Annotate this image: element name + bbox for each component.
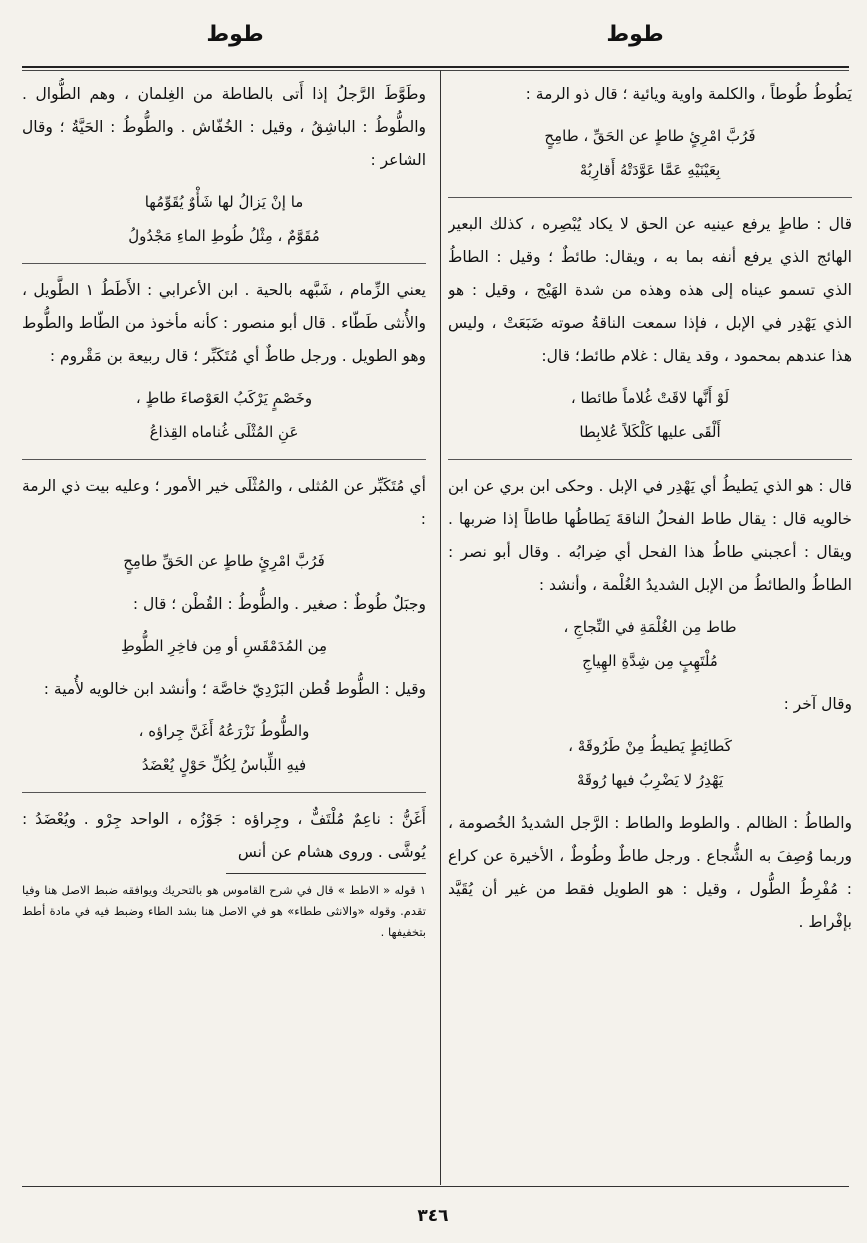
header-rule (22, 66, 849, 68)
running-header-left: طوط (206, 22, 264, 47)
verse-quotation (448, 610, 852, 678)
verse-quotation (448, 119, 852, 187)
running-header-right: طوط (606, 22, 664, 47)
section-separator (22, 459, 426, 460)
footnote-rule (226, 873, 426, 874)
entry-paragraph: أي مُتَكَبِّر عن المُثلى ، والمُثْلَى خير الأمور ؛ وعليه بيت ذي الرمة : (22, 477, 426, 528)
section-separator (448, 197, 852, 198)
verse-line: يَهْدِرُ لا يَضْرِبُ فيها رُوقَهْ (576, 771, 724, 789)
entry-paragraph: يَطُوطُ طُوطاً ، والكلمة واوية ويائية ؛ قال ذو الرمة : (525, 85, 852, 103)
verse-quotation (22, 629, 426, 663)
footnote (22, 873, 426, 943)
verse-line: لَوْ أَنَّها لاقَتْ غُلاماً طائطا ، (570, 389, 730, 407)
verse-quotation (22, 714, 426, 782)
verse-quotation (448, 729, 852, 797)
verse-line: فَرُبَّ امْرِئٍ طاطٍ عن الحَقِّ ، طامِحٍ (544, 127, 756, 145)
verse-quotation (22, 544, 426, 578)
section-separator (22, 263, 426, 264)
verse-quotation (22, 381, 426, 449)
section-separator (22, 792, 426, 793)
header-rule-thin (22, 70, 849, 71)
right-column (448, 78, 852, 1178)
column-divider (440, 70, 441, 1185)
verse-line: ما إنْ يَزالُ لها شَأْوٌ يُقَوِّمُها (144, 193, 304, 211)
entry-paragraph: وجبَلٌ طُوطٌ : صغير . والطُّوطُ : القُطْن ؛ قال : (132, 595, 426, 613)
entry-paragraph: وقيل : الطُّوط قُطن البَرْدِيّ خاصَّة ؛ وأنشد ابن خالويه لأُمية : (43, 680, 426, 698)
entry-paragraph: أَغَنُّ : ناعِمٌ مُلْتَفٌّ ، وجِراؤه : جَوْزُه ، الواحد جِرْو . ويُعْضَدُ : يُوشَّى . وروى هشام عن أنس (22, 810, 426, 861)
verse-line: بِعَيْنَيْهِ عَمَّا عَوَّدَتْهُ أَقارِبُهْ (579, 161, 721, 179)
entry-paragraph: يعني الزِّمام ، شَبَّهه بالحية . ابن الأعرابي : الأَطَطُ ١ الطَّويل ، والأُنثى طَطّاء . قال أبو منصور : كأنه مأخوذ من الطّاط والطُّوط وهو الطويل . ورجل طاطٌ أي مُتَكَبِّر ؛ قال ربيعة بن مَقْروم : (22, 281, 426, 365)
entry-paragraph: قال : هو الذي يَطيطُ أي يَهْدِر في الإبل . وحكى ابن بري عن ابن خالويه قال : يقال طاط الفحلُ الناقةَ يَطاطُها طاطاً إذا ضربها . ويقال : أعجبني طاطُ هذا الفحل أي ضِرابُه . وقال أبو نصر : الطاطُ والطائطُ من الإبل الشديدُ الغُلْمة ، وأنشد : (448, 477, 852, 594)
footnote-text: ١ قوله « الاطط » قال في شرح القاموس هو بالتحريك ويوافقه ضبط الاصل هنا وفيا تقدم. وقوله «والانثى ططاء» هو في الاصل هنا بشد الطاء وضبط فيه في مادة أطط بتخفيفها . (22, 883, 426, 939)
verse-line: كَطائِطٍ يَطيطُ مِنْ طَرُوقَهْ ، (568, 737, 732, 755)
verse-line: أَلْقَى عليها كَلْكَلاً عُلابِطا (579, 423, 721, 441)
verse-line: فَرُبَّ امْرِئٍ طاطٍ عن الحَقِّ طامِحٍ (123, 552, 325, 570)
verse-quotation (448, 381, 852, 449)
entry-paragraph: وطَوَّطَ الرَّجلُ إذا أَتى بالطاطة من الغِلمان ، وهم الطُّوال . والطُّوطُ : الباشِقُ ، وقيل : الخُفّاش . والطُّوطُ : الحَيَّةُ ؛ وقال الشاعر : (22, 85, 426, 169)
verse-line: مُلْتَهِبٍ مِن شِدَّةِ الهِياجِ (582, 652, 718, 670)
section-separator (448, 459, 852, 460)
verse-quotation (22, 185, 426, 253)
entry-paragraph: قال : طاطٍ يرفع عينيه عن الحق لا يكاد يُبْصِره ، كذلك البعير الهائج الذي يرفع أنفه بما به ، ويقال: طائطٌ ؛ وقيل : الطاطُ الذي تسمو عيناه إلى هذه وهذه من شدة الهَيْج ، وقيل : هو الذي يَهْدِر في الإبل ، فإذا سمعت الناقةُ صوته ضَبَعَتْ ، وليس هذا عندهم بمحمود ، وقد يقال : غلام طائط؛ قال: (448, 215, 852, 365)
verse-line: طاط مِن الغُلْمَةِ في النِّجاجِ ، (563, 618, 737, 636)
verse-line: وخَصْمٍ يَرْكَبُ العَوْصاءَ طاطٍ ، (135, 389, 313, 407)
verse-line: مُقَوَّمٌ ، مِثْلُ طُوطِ الماءِ مَجْدُولُ (128, 227, 320, 245)
verse-line: مِن المُدَمْقَسِ أو مِن فاخِرِ الطُّوطِ (120, 637, 328, 655)
verse-line: والطُّوطُ نَزْرَعُهُ أَغَنَّ جِراؤه ، (138, 722, 310, 740)
entry-paragraph: وقال آخر : (783, 695, 852, 713)
left-column (22, 78, 426, 1178)
page-number: ٣٤٦ (417, 1206, 449, 1226)
footer-rule (22, 1186, 849, 1187)
verse-line: عَنِ المُثْلَى غُناماه القِذاعُ (149, 423, 299, 441)
entry-paragraph: والطاطُ : الظالم . والطوط والطاط : الرَّجل الشديدُ الخُصومة ، وربما وُصِفَ به الشُّجاع . ورجل طاطٌ وطُوطٌ ، الأخيرة عن كراع : مُفْرِطُ الطُّول ، وقيل : هو الطويل فقط من غير أن يُقَيَّد بإفْراط . (448, 814, 852, 931)
verse-line: فيهِ اللِّباسُ لِكُلِّ حَوْلٍ يُعْضَدُ (141, 756, 307, 774)
